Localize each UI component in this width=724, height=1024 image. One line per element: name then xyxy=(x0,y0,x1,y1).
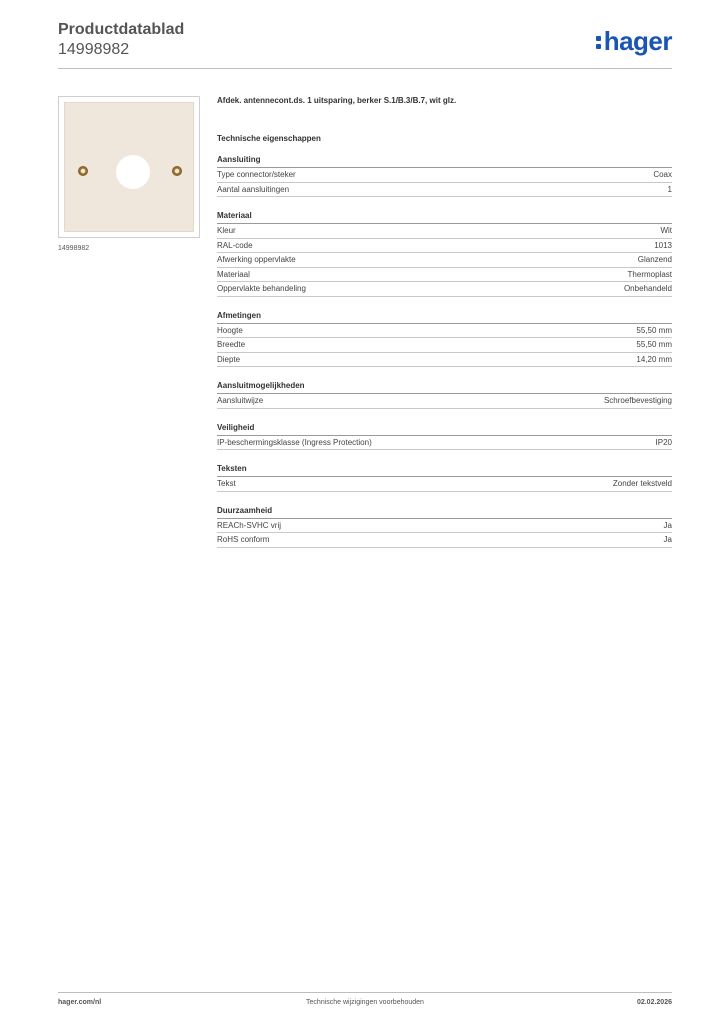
spec-value: 55,50 mm xyxy=(636,340,672,349)
spec-group-title: Veiligheid xyxy=(217,423,672,436)
spec-row xyxy=(217,268,672,283)
spec-group-title: Afmetingen xyxy=(217,311,672,324)
spec-label: Afwerking oppervlakte xyxy=(217,255,296,264)
document-title: Productdatablad xyxy=(58,21,185,38)
spec-value: Ja xyxy=(663,520,672,530)
spec-label: Tekst xyxy=(217,479,236,488)
spec-value: IP20 xyxy=(655,437,672,447)
hager-logo xyxy=(596,26,672,57)
spec-row xyxy=(217,253,672,268)
connector-opening xyxy=(116,155,150,189)
spec-label: Materiaal xyxy=(217,269,250,279)
spec-value: Onbehandeld xyxy=(623,284,672,293)
spec-label: RAL-code xyxy=(217,240,253,250)
spec-group-title: Aansluiting xyxy=(217,155,672,168)
spec-label: Aantal aansluitingen xyxy=(217,184,290,194)
section-title: Technische eigenschappen xyxy=(217,134,321,143)
spec-group-title: Materiaal xyxy=(217,211,672,224)
screw-left-icon xyxy=(78,166,88,176)
cover-plate-image xyxy=(64,102,194,232)
spec-label: Diepte xyxy=(217,354,241,364)
logo-text: hager xyxy=(603,26,672,56)
spec-label: Breedte xyxy=(217,340,246,349)
spec-groups xyxy=(217,155,672,548)
spec-row xyxy=(217,477,672,492)
product-image xyxy=(58,96,200,238)
spec-value: Schroefbevestiging xyxy=(603,396,672,405)
spec-row xyxy=(217,239,672,254)
spec-row xyxy=(217,224,672,239)
spec-label: Hoogte xyxy=(217,325,243,335)
spec-group-title: Teksten xyxy=(217,464,672,477)
footer-date: 02.02.2026 xyxy=(636,999,672,1006)
footer-website[interactable]: hager.com/nl xyxy=(58,999,102,1006)
page-footer xyxy=(58,999,672,1011)
spec-row xyxy=(217,168,672,183)
spec-label: Type connector/steker xyxy=(217,170,296,179)
product-description: Afdek. antennecont.ds. 1 uitsparing, berker S.1/B.3/B.7, wit glz. xyxy=(217,96,457,105)
screw-right-icon xyxy=(172,166,182,176)
footer-notice: Technische wijzigingen voorbehouden xyxy=(306,999,424,1006)
spec-value: 14,20 mm xyxy=(636,354,672,364)
footer-divider xyxy=(58,992,672,993)
spec-label: REACh-SVHC vrij xyxy=(217,520,282,530)
spec-value: Thermoplast xyxy=(627,269,672,279)
spec-value: Wit xyxy=(660,226,672,235)
spec-row xyxy=(217,282,672,297)
spec-label: Kleur xyxy=(217,226,236,235)
spec-label: RoHS conform xyxy=(217,535,270,544)
spec-row xyxy=(217,519,672,534)
spec-label: IP-beschermingsklasse (Ingress Protection) xyxy=(217,437,372,447)
spec-row xyxy=(217,353,672,368)
spec-row xyxy=(217,324,672,339)
spec-group-title: Aansluitmogelijkheden xyxy=(217,381,672,394)
spec-value: Zonder tekstveld xyxy=(612,479,672,488)
spec-row xyxy=(217,183,672,198)
spec-row xyxy=(217,394,672,409)
spec-value: Glanzend xyxy=(637,255,672,264)
spec-value: Coax xyxy=(653,170,672,179)
spec-value: 1013 xyxy=(654,240,672,250)
logo-colon-icon xyxy=(596,34,602,50)
spec-group-title: Duurzaamheid xyxy=(217,506,672,519)
spec-label: Aansluitwijze xyxy=(217,396,264,405)
header-divider xyxy=(58,68,672,69)
spec-row xyxy=(217,338,672,353)
page-header xyxy=(58,20,184,60)
spec-row xyxy=(217,533,672,548)
product-number: 14998982 xyxy=(58,41,130,58)
spec-value: 55,50 mm xyxy=(636,325,672,335)
spec-value: Ja xyxy=(663,535,672,544)
spec-value: 1 xyxy=(667,184,672,194)
specs-content xyxy=(217,96,672,548)
spec-label: Oppervlakte behandeling xyxy=(217,284,306,293)
image-caption: 14998982 xyxy=(58,245,90,252)
spec-row xyxy=(217,436,672,451)
